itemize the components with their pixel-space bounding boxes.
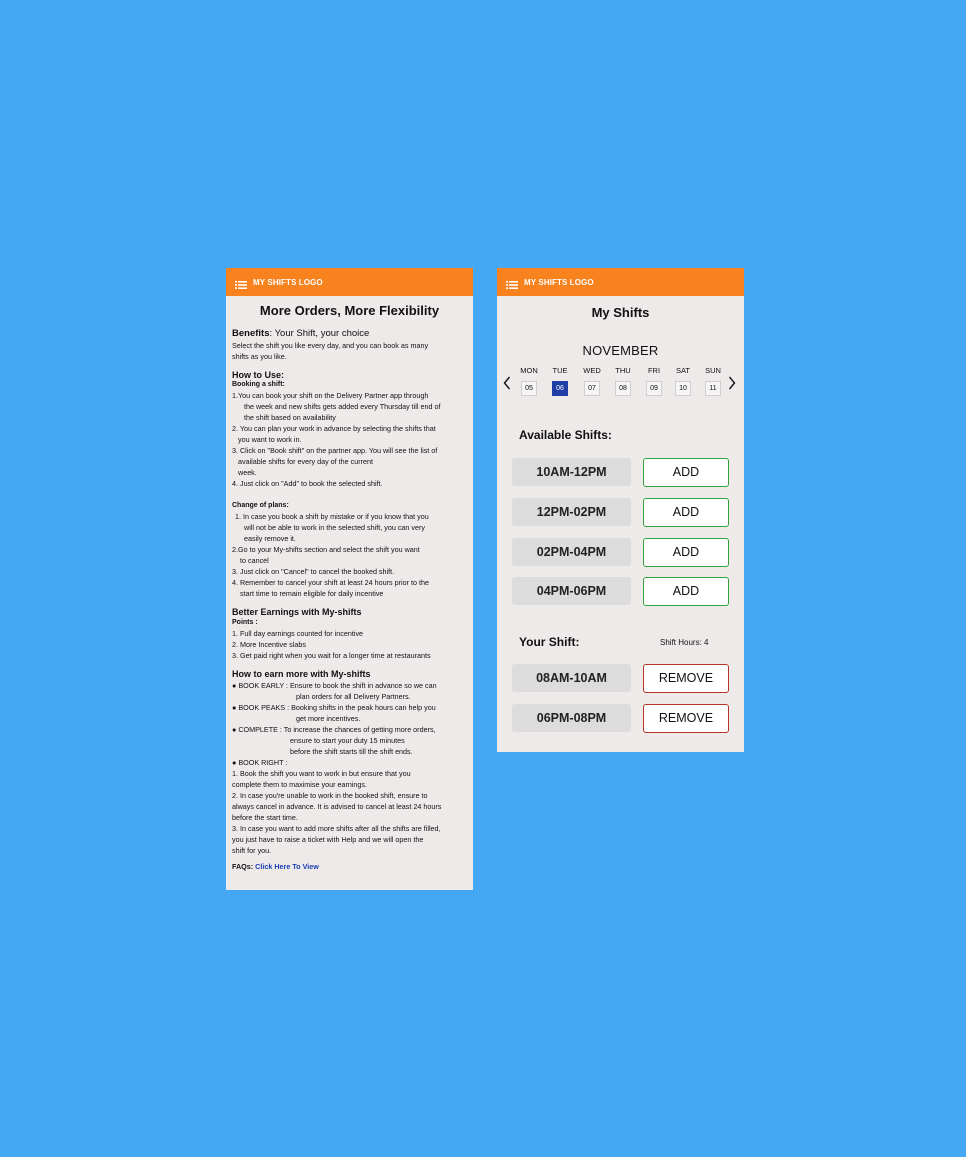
calendar-day-selected[interactable] xyxy=(547,366,573,396)
earn-line: before the shift starts till the shift ends. xyxy=(290,747,413,756)
booking-line: 3. Click on "Book shift" on the partner app. You will see the list of xyxy=(232,446,438,455)
earn-line: ● BOOK RIGHT : xyxy=(232,758,288,767)
day-number: 06 xyxy=(552,381,568,396)
change-line: 2.Go to your My-shifts section and select the shift you want xyxy=(232,545,420,554)
booked-shift-slot: 06PM-08PM xyxy=(512,704,631,732)
change-line: 3. Just click on "Cancel" to cancel the booked shift. xyxy=(232,567,395,576)
faq-label: FAQs: xyxy=(232,862,256,871)
change-line: easily remove it. xyxy=(244,534,296,543)
page-title: My Shifts xyxy=(591,305,650,320)
add-shift-button[interactable]: ADD xyxy=(643,577,729,606)
earn-line: ● BOOK PEAKS : Booking shifts in the peak hours can help you xyxy=(232,703,436,712)
day-number: 10 xyxy=(675,381,691,396)
shift-time-slot: 02PM-04PM xyxy=(512,538,631,566)
day-name: THU xyxy=(615,366,631,375)
calendar-day[interactable] xyxy=(641,366,667,396)
day-name: SAT xyxy=(675,366,691,375)
booking-line: week. xyxy=(238,468,257,477)
change-line: start time to remain eligible for daily incentive xyxy=(240,589,384,598)
app-logo: MY SHIFTS LOGO xyxy=(253,277,323,287)
remove-shift-button[interactable]: REMOVE xyxy=(643,704,729,733)
your-shift-heading: Your Shift: xyxy=(519,635,580,649)
day-name: WED xyxy=(583,366,601,375)
earn-line: get more incentives. xyxy=(296,714,361,723)
booking-line: the shift based on availability xyxy=(244,413,336,422)
day-number: 09 xyxy=(646,381,662,396)
add-shift-button[interactable]: ADD xyxy=(643,498,729,527)
booking-line: the week and new shifts gets added every Thursday till end of xyxy=(244,402,441,411)
booking-line: 1.You can book your shift on the Delivery Partner app through xyxy=(232,391,429,400)
menu-icon[interactable] xyxy=(235,277,247,287)
day-number: 08 xyxy=(615,381,631,396)
earn-line: ● BOOK EARLY : Ensure to book the shift in advance so we can xyxy=(232,681,437,690)
benefits-line xyxy=(232,328,467,340)
app-header xyxy=(226,268,473,296)
booking-line: you want to work in. xyxy=(238,435,302,444)
chevron-right-icon[interactable] xyxy=(727,376,737,393)
shift-time-slot: 12PM-02PM xyxy=(512,498,631,526)
benefits-text: : Your Shift, your choice xyxy=(269,328,370,339)
page-title: More Orders, More Flexibility xyxy=(259,303,440,318)
earn-more-heading: How to earn more with My-shifts xyxy=(232,669,371,679)
my-shifts-screen xyxy=(497,268,744,752)
earn-line: complete them to maximise your earnings. xyxy=(232,780,368,789)
remove-shift-button[interactable]: REMOVE xyxy=(643,664,729,693)
day-name: TUE xyxy=(552,366,568,375)
earn-line: 2. In case you're unable to work in the booked shift, ensure to xyxy=(232,791,428,800)
earn-line: shift for you. xyxy=(232,846,272,855)
booking-line: 2. You can plan your work in advance by selecting the shifts that xyxy=(232,424,436,433)
earn-line: ensure to start your duty 15 minutes xyxy=(290,736,405,745)
points-heading: Points : xyxy=(232,619,258,626)
add-shift-button[interactable]: ADD xyxy=(643,538,729,567)
shift-time-slot: 10AM-12PM xyxy=(512,458,631,486)
benefits-desc-1: Select the shift you like every day, and you can book as many xyxy=(232,341,429,350)
day-name: FRI xyxy=(647,366,661,375)
faq-line xyxy=(232,861,467,872)
points-item: 1. Full day earnings counted for incentive xyxy=(232,629,364,638)
calendar-day[interactable] xyxy=(516,366,542,396)
earn-line: 1. Book the shift you want to work in but ensure that you xyxy=(232,769,411,778)
add-shift-button[interactable]: ADD xyxy=(643,458,729,487)
earn-line: you just have to raise a ticket with Help and we will open the xyxy=(232,835,424,844)
day-name: MON xyxy=(520,366,538,375)
day-number: 11 xyxy=(705,381,721,396)
points-item: 3. Get paid right when you wait for a longer time at restaurants xyxy=(232,651,431,660)
menu-icon[interactable] xyxy=(506,277,518,287)
app-logo: MY SHIFTS LOGO xyxy=(524,277,594,287)
better-earnings-heading: Better Earnings with My-shifts xyxy=(232,607,362,617)
app-header xyxy=(497,268,744,296)
booking-line: 4. Just click on "Add" to book the selected shift. xyxy=(232,479,383,488)
benefits-label: Benefits xyxy=(232,328,270,339)
change-line: will not be able to work in the selected shift, you can very xyxy=(244,523,425,532)
earn-line: before the start time. xyxy=(232,813,298,822)
booking-line: available shifts for every day of the current xyxy=(238,457,374,466)
change-line: 4. Remember to cancel your shift at least 24 hours prior to the xyxy=(232,578,429,587)
change-line: 1. In case you book a shift by mistake or if you know that you xyxy=(235,512,429,521)
change-heading: Change of plans: xyxy=(232,502,289,509)
booked-shift-slot: 08AM-10AM xyxy=(512,664,631,692)
earn-line: 3. In case you want to add more shifts after all the shifts are filled, xyxy=(232,824,441,833)
shift-hours-label: Shift Hours: 4 xyxy=(660,638,709,647)
info-screen xyxy=(226,268,473,890)
calendar-day[interactable] xyxy=(610,366,636,396)
day-name: SUN xyxy=(705,366,721,375)
earn-line: ● COMPLETE : To increase the chances of getting more orders, xyxy=(232,725,436,734)
day-number: 07 xyxy=(584,381,600,396)
earn-line: always cancel in advance. It is advised to cancel at least 24 hours xyxy=(232,802,442,811)
how-to-use-heading: How to Use: xyxy=(232,370,285,380)
points-item: 2. More Incentive slabs xyxy=(232,640,306,649)
calendar-day[interactable] xyxy=(579,366,605,396)
earn-line: plan orders for all Delivery Partners. xyxy=(296,692,411,701)
calendar-day[interactable] xyxy=(670,366,696,396)
month-label: NOVEMBER xyxy=(582,343,659,358)
shift-time-slot: 04PM-06PM xyxy=(512,577,631,605)
week-calendar xyxy=(497,366,744,406)
day-number: 05 xyxy=(521,381,537,396)
booking-heading: Booking a shift: xyxy=(232,381,285,388)
available-shifts-heading: Available Shifts: xyxy=(519,428,612,442)
change-line: to cancel xyxy=(240,556,269,565)
chevron-left-icon[interactable] xyxy=(502,376,512,393)
benefits-desc-2: shifts as you like. xyxy=(232,352,287,361)
faq-link[interactable]: Click Here To View xyxy=(255,862,319,871)
calendar-day[interactable] xyxy=(700,366,726,396)
